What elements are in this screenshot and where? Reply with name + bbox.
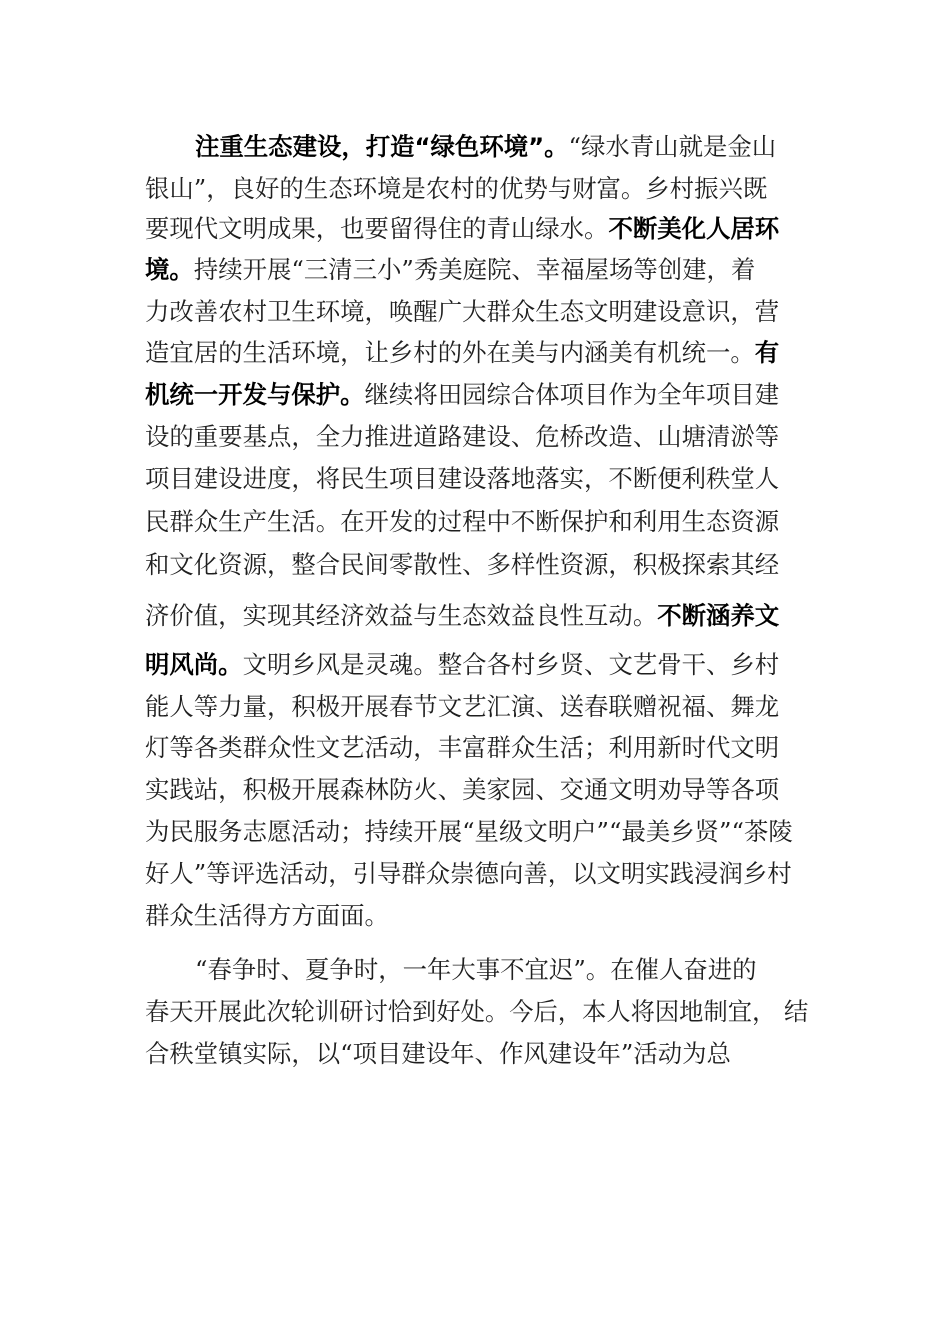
paragraph-1-line-3 [145, 212, 779, 246]
text-run: 能人等力量，积极开展春节文艺汇演、送春联赠祝福、舞龙 [145, 692, 780, 721]
heading-civilized-customs-end: 明风尚。 [145, 650, 243, 679]
paragraph-1-line-14 [145, 690, 779, 724]
paragraph-2-line-3 [145, 1037, 731, 1071]
text-run: 济价值，实现其经济效益与生态效益良性互动。 [145, 601, 658, 630]
paragraph-1-line-1 [195, 130, 776, 164]
heading-development-and-protection: 有 [754, 338, 780, 367]
text-run: 造宜居的生活环境，让乡村的外在美与内涵美有机统一。 [145, 338, 755, 367]
heading-beautify-living-environment-end: 境。 [145, 255, 194, 284]
paragraph-1-line-8 [145, 420, 779, 454]
text-run: 好人”等评选活动，引导群众崇德向善，以文明实践浸润乡村 [145, 859, 792, 888]
text-run: 银山”，良好的生态环境是农村的优势与财富。乡村振兴既 [145, 174, 768, 203]
paragraph-1-line-11 [145, 548, 779, 582]
paragraph-2-line-1 [195, 953, 757, 987]
heading-ecological-construction: 注重生态建设，打造“绿色环境”。 [195, 132, 569, 161]
text-run: 要现代文明成果，也要留得住的青山绿水。 [145, 214, 609, 243]
paragraph-1-line-18 [145, 857, 792, 891]
text-run: 文明乡风是灵魂。整合各村乡贤、文艺骨干、乡村 [242, 650, 780, 679]
heading-beautify-living-environment: 不断美化人居环 [608, 214, 780, 243]
paragraph-1-line-19 [145, 899, 389, 933]
text-run: 合秩堂镇实际，以“项目建设年、作风建设年”活动为总 [145, 1039, 731, 1068]
heading-development-and-protection-end: 机统一开发与保护。 [145, 380, 365, 409]
paragraph-1-line-17 [145, 815, 793, 849]
text-run: 灯等各类群众性文艺活动，丰富群众生活；利用新时代文明 [145, 733, 780, 762]
text-run: 力改善农村卫生环境，唤醒广大群众生态文明建设意识，营 [145, 297, 780, 326]
text-run: 群众生活得方方面面。 [145, 901, 389, 930]
text-run: 设的重要基点，全力推进道路建设、危桥改造、山塘清淤等 [145, 422, 780, 451]
paragraph-1-line-16 [145, 773, 779, 807]
paragraph-1-line-7 [145, 378, 779, 412]
text-run: 民群众生产生活。在开发的过程中不断保护和利用生态资源 [145, 507, 780, 536]
text-run: 实践站，积极开展森林防火、美家园、交通文明劝导等各项 [145, 775, 780, 804]
text-run: 持续开展“三清三小”秀美庭院、幸福屋场等创建，着 [193, 255, 756, 284]
text-run: 继续将田园综合体项目作为全年项目建 [364, 380, 780, 409]
text-run: “春争时、夏争时，一年大事不宜迟”。在催人奋进的 [195, 955, 757, 984]
text-run: 春天开展此次轮训研讨恰到好处。今后，本人将因地制宜， 结 [145, 997, 809, 1026]
paragraph-2-line-2 [145, 995, 808, 1029]
paragraph-1-line-2 [145, 172, 767, 206]
heading-civilized-customs: 不断涵养文 [657, 601, 780, 630]
text-run: 项目建设进度，将民生项目建设落地落实，不断便利秩堂人 [145, 464, 780, 493]
paragraph-1-line-15 [145, 731, 779, 765]
paragraph-1-line-4 [145, 253, 755, 287]
paragraph-1-line-10 [145, 505, 779, 539]
paragraph-1-line-5 [145, 295, 779, 329]
paragraph-1-line-13 [145, 648, 779, 682]
paragraph-1-line-12 [145, 599, 779, 633]
text-run: 和文化资源，整合民间零散性、多样性资源，积极探索其经 [145, 550, 780, 579]
text-run: 为民服务志愿活动；持续开展“星级文明户”“最美乡贤”“茶陵 [145, 817, 793, 846]
paragraph-1-line-6 [145, 336, 779, 370]
paragraph-1-line-9 [145, 462, 779, 496]
text-run: “绿水青山就是金山 [568, 132, 777, 161]
